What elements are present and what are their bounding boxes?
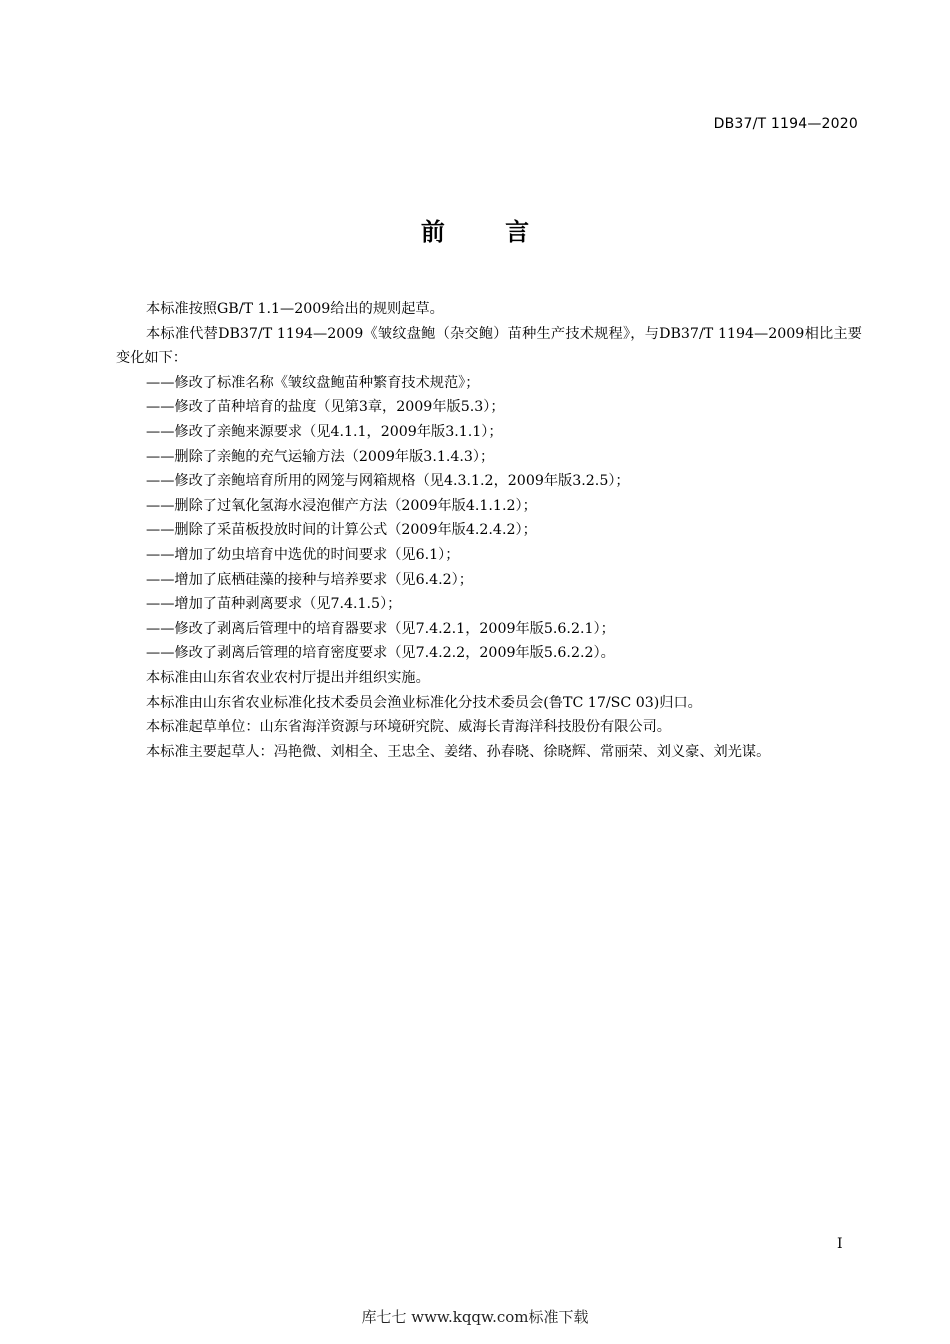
change-item: ——删除了亲鲍的充气运输方法（2009年版3.1.4.3）； — [146, 448, 495, 465]
change-item: ——修改了剥离后管理中的培育器要求（见7.4.2.1，2009年版5.6.2.1）； — [146, 620, 615, 637]
page-number: I — [837, 1236, 843, 1252]
paragraph-drafters: 本标准主要起草人：冯艳微、刘相全、王忠全、姜绪、孙春晓、徐晓辉、常丽荣、刘义豪、刘光谋。 — [146, 743, 771, 760]
change-item: ——删除了采苗板投放时间的计算公式（2009年版4.2.4.2）； — [146, 522, 537, 539]
paragraph-committee: 本标准由山东省农业标准化技术委员会渔业标准化分技术委员会(鲁TC 17/SC 03)归口。 — [146, 694, 702, 711]
change-item: ——修改了标准名称《皱纹盘鲍苗种繁育技术规范》； — [146, 374, 480, 391]
paragraph-drafting-rules: 本标准按照GB/T 1.1—2009给出的规则起草。 — [146, 301, 444, 317]
change-item: ——修改了亲鲍来源要求（见4.1.1，2009年版3.1.1）； — [146, 423, 503, 440]
change-item: ——修改了亲鲍培育所用的网笼与网箱规格（见4.3.1.2，2009年版3.2.5）； — [146, 473, 630, 490]
page-title: 前 言 — [420, 218, 556, 246]
change-item: ——修改了剥离后管理的培育密度要求（见7.4.2.2，2009年版5.6.2.2）。 — [146, 645, 615, 662]
foreword-body — [116, 297, 862, 764]
change-item: ——增加了底栖硅藻的接种与培养要求（见6.4.2）； — [146, 571, 473, 588]
footer-watermark: 库七七 www.kqqw.com标准下载 — [361, 1308, 589, 1326]
change-item: ——增加了幼虫培育中选优的时间要求（见6.1）； — [146, 546, 460, 563]
paragraph-replaces: 本标准代替DB37/T 1194—2009《皱纹盘鲍（杂交鲍）苗种生产技术规程》，与DB37/T 1194—2009相比主要变化如下： — [116, 325, 862, 367]
change-item: ——增加了苗种剥离要求（见7.4.1.5）； — [146, 596, 402, 613]
change-item: ——修改了苗种培育的盐度（见第3章，2009年版5.3）； — [146, 399, 505, 416]
paragraph-proposer: 本标准由山东省农业农村厅提出并组织实施。 — [146, 669, 430, 686]
change-item: ——删除了过氧化氢海水浸泡催产方法（2009年版4.1.1.2）； — [146, 497, 537, 514]
paragraph-drafting-units: 本标准起草单位：山东省海洋资源与环境研究院、威海长青海洋科技股份有限公司。 — [146, 719, 671, 736]
standard-code: DB37/T 1194—2020 — [713, 116, 858, 132]
